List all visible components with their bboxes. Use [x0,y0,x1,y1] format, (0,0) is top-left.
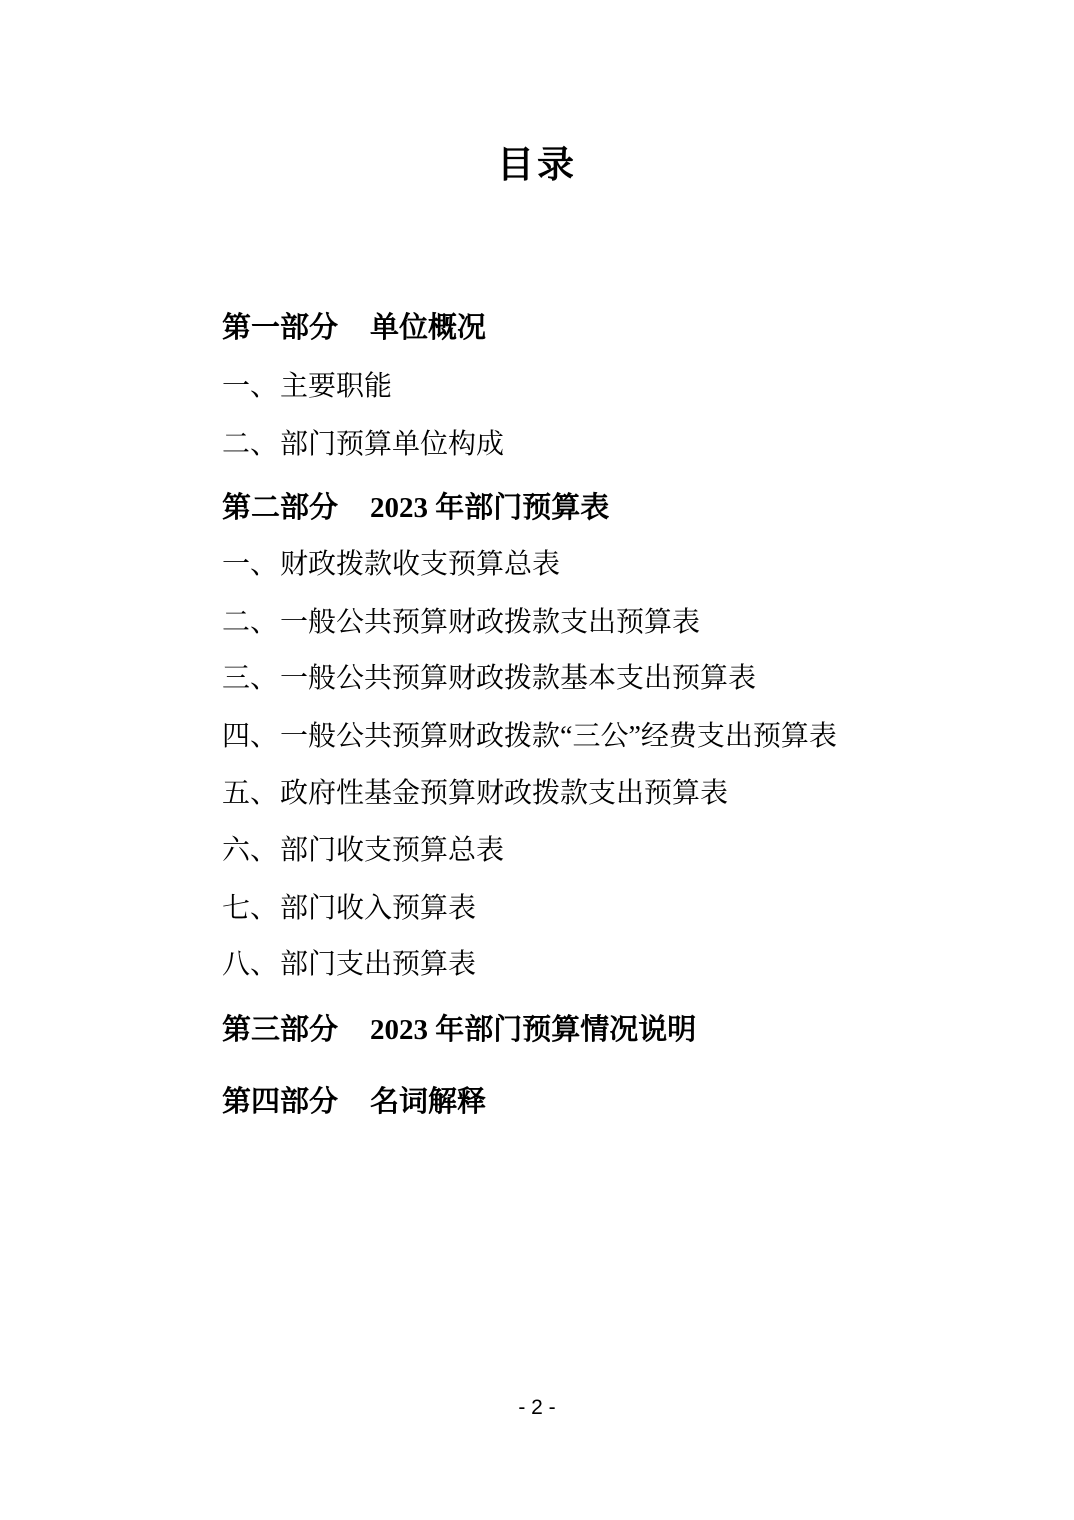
toc-item-text: 财政拨款收支预算总表 [280,549,561,580]
toc-item-number: 八、 [222,949,279,980]
toc-heading-number: 第三部分 [222,1014,339,1046]
toc-item-number: 六、 [222,835,279,866]
toc-item [222,765,728,822]
toc-item [222,594,700,651]
toc-item-number: 二、 [222,607,279,638]
toc-item-number: 三、 [222,663,279,694]
toc-heading-text: 2023 年部门预算表 [370,492,610,524]
toc-heading-number: 第二部分 [222,492,339,524]
toc-item-text: 一般公共预算财政拨款基本支出预算表 [280,663,757,694]
toc-item-text: 主要职能 [280,371,393,402]
toc-item [222,536,560,593]
page-title: 目录 [497,145,577,186]
toc-item-text: 部门支出预算表 [280,949,477,980]
page-number: - 2 - [518,1396,556,1419]
toc-item [222,708,837,765]
toc-item-number: 一、 [222,371,279,402]
toc-item-text: 一般公共预算财政拨款支出预算表 [280,607,701,638]
toc-item-text: 一般公共预算财政拨款“三公”经费支出预算表 [280,721,837,752]
toc-heading-text: 单位概况 [370,312,487,344]
toc-item-text: 部门预算单位构成 [280,429,505,460]
toc-item-number: 二、 [222,429,279,460]
toc-item-text: 部门收入预算表 [280,893,477,924]
toc-item-number: 五、 [222,778,279,809]
toc-item-text: 部门收支预算总表 [280,835,505,866]
toc-heading-number: 第四部分 [222,1086,339,1118]
toc-item [222,822,504,879]
toc-item [222,880,476,937]
toc-heading-number: 第一部分 [222,312,339,344]
toc-heading-text: 名词解释 [370,1086,487,1118]
toc-item [222,358,392,415]
toc-item-number: 七、 [222,893,279,924]
toc-item [222,650,756,707]
toc-item [222,936,476,993]
toc-heading-part1 [222,300,486,357]
toc-heading-part3 [222,1002,696,1059]
toc-item [222,416,504,473]
toc-item-number: 一、 [222,549,279,580]
toc-item-text: 政府性基金预算财政拨款支出预算表 [280,778,729,809]
toc-heading-part4 [222,1074,486,1131]
toc-heading-text: 2023 年部门预算情况说明 [370,1014,697,1046]
toc-item-number: 四、 [222,721,279,752]
toc-heading-part2 [222,480,609,537]
